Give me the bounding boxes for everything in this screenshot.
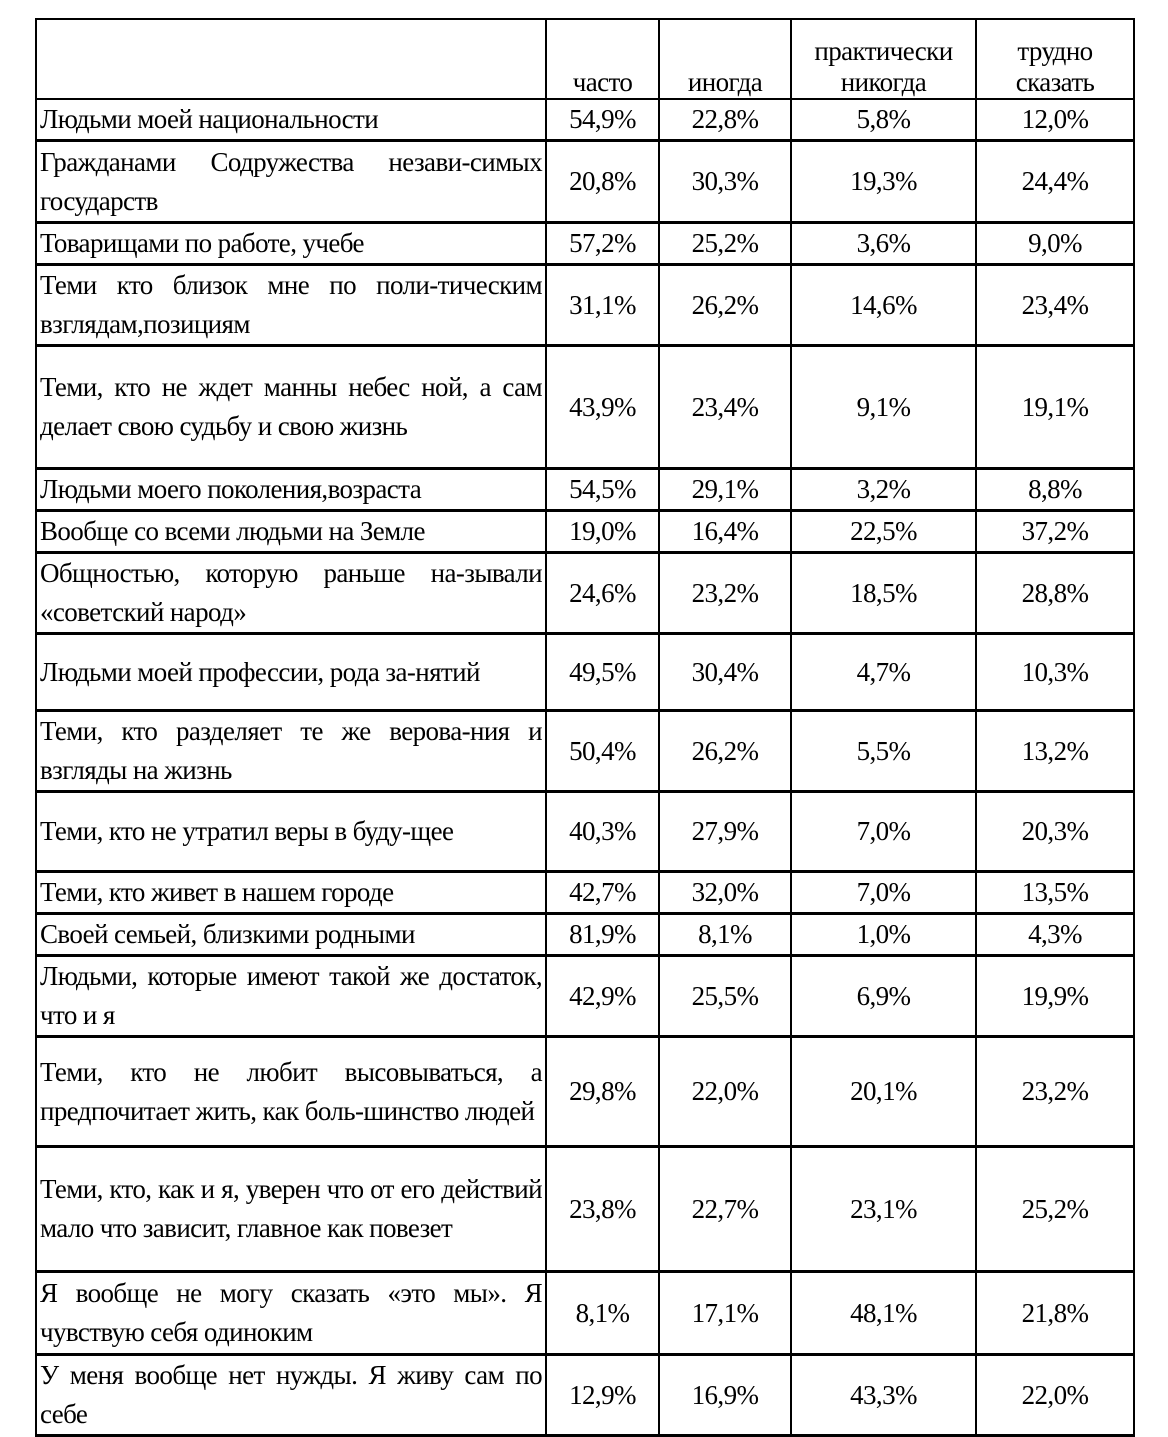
value-cell: 24,6% bbox=[546, 553, 659, 634]
table-row bbox=[36, 99, 1134, 141]
row-label: Теми, кто, как и я, уверен что от его действий мало что зависит, главное как повезет bbox=[36, 1147, 546, 1272]
value-cell: 9,0% bbox=[976, 223, 1134, 265]
table-row bbox=[36, 792, 1134, 872]
table-row bbox=[36, 1147, 1134, 1272]
value-cell: 19,3% bbox=[791, 141, 976, 223]
value-cell: 57,2% bbox=[546, 223, 659, 265]
header-often: часто bbox=[546, 19, 659, 99]
row-label: Теми, кто разделяет те же верова-ния и взгляды на жизнь bbox=[36, 711, 546, 792]
row-label: Людьми моей профессии, рода за-нятий bbox=[36, 634, 546, 711]
table-row bbox=[36, 265, 1134, 346]
row-label: Товарищами по работе, учебе bbox=[36, 223, 546, 265]
value-cell: 54,5% bbox=[546, 469, 659, 511]
value-cell: 22,0% bbox=[659, 1037, 791, 1147]
value-cell: 29,1% bbox=[659, 469, 791, 511]
row-label: Теми, кто не утратил веры в буду-щее bbox=[36, 792, 546, 872]
value-cell: 42,9% bbox=[546, 956, 659, 1037]
header-sometimes: иногда bbox=[659, 19, 791, 99]
value-cell: 8,8% bbox=[976, 469, 1134, 511]
row-label: Теми, кто не ждет манны небес ной, а сам делает свою судьбу и свою жизнь bbox=[36, 346, 546, 469]
value-cell: 19,9% bbox=[976, 956, 1134, 1037]
value-cell: 31,1% bbox=[546, 265, 659, 346]
value-cell: 21,8% bbox=[976, 1272, 1134, 1355]
value-cell: 6,9% bbox=[791, 956, 976, 1037]
value-cell: 5,5% bbox=[791, 711, 976, 792]
value-cell: 22,7% bbox=[659, 1147, 791, 1272]
value-cell: 16,9% bbox=[659, 1355, 791, 1436]
row-label: У меня вообще нет нужды. Я живу сам по себе bbox=[36, 1355, 546, 1436]
table-row bbox=[36, 1355, 1134, 1436]
table-row bbox=[36, 223, 1134, 265]
header-line: сказать bbox=[1015, 67, 1095, 97]
value-cell: 30,3% bbox=[659, 141, 791, 223]
value-cell: 27,9% bbox=[659, 792, 791, 872]
value-cell: 12,9% bbox=[546, 1355, 659, 1436]
value-cell: 8,1% bbox=[546, 1272, 659, 1355]
value-cell: 25,2% bbox=[976, 1147, 1134, 1272]
value-cell: 8,1% bbox=[659, 914, 791, 956]
table-row bbox=[36, 346, 1134, 469]
value-cell: 37,2% bbox=[976, 511, 1134, 553]
value-cell: 49,5% bbox=[546, 634, 659, 711]
value-cell: 22,5% bbox=[791, 511, 976, 553]
value-cell: 25,5% bbox=[659, 956, 791, 1037]
value-cell: 23,2% bbox=[976, 1037, 1134, 1147]
value-cell: 25,2% bbox=[659, 223, 791, 265]
row-label: Людьми, которые имеют такой же достаток, что и я bbox=[36, 956, 546, 1037]
row-label: Гражданами Содружества незави-симых государств bbox=[36, 141, 546, 223]
table-row bbox=[36, 956, 1134, 1037]
value-cell: 23,2% bbox=[659, 553, 791, 634]
value-cell: 28,8% bbox=[976, 553, 1134, 634]
value-cell: 19,1% bbox=[976, 346, 1134, 469]
row-label: Я вообще не могу сказать «это мы». Я чувствую себя одиноким bbox=[36, 1272, 546, 1355]
table-row bbox=[36, 553, 1134, 634]
value-cell: 3,2% bbox=[791, 469, 976, 511]
value-cell: 22,8% bbox=[659, 99, 791, 141]
table-row bbox=[36, 634, 1134, 711]
value-cell: 23,4% bbox=[976, 265, 1134, 346]
value-cell: 40,3% bbox=[546, 792, 659, 872]
row-label: Теми, кто живет в нашем городе bbox=[36, 872, 546, 914]
value-cell: 81,9% bbox=[546, 914, 659, 956]
value-cell: 4,3% bbox=[976, 914, 1134, 956]
value-cell: 10,3% bbox=[976, 634, 1134, 711]
value-cell: 13,5% bbox=[976, 872, 1134, 914]
value-cell: 13,2% bbox=[976, 711, 1134, 792]
value-cell: 26,2% bbox=[659, 711, 791, 792]
header-line: практически bbox=[814, 36, 953, 66]
value-cell: 14,6% bbox=[791, 265, 976, 346]
value-cell: 54,9% bbox=[546, 99, 659, 141]
value-cell: 20,3% bbox=[976, 792, 1134, 872]
value-cell: 7,0% bbox=[791, 872, 976, 914]
header-line: никогда bbox=[840, 67, 927, 97]
header-hard-to-say bbox=[976, 19, 1134, 99]
table-row bbox=[36, 141, 1134, 223]
header-row bbox=[36, 19, 1134, 99]
value-cell: 9,1% bbox=[791, 346, 976, 469]
value-cell: 43,9% bbox=[546, 346, 659, 469]
table-row bbox=[36, 872, 1134, 914]
value-cell: 20,1% bbox=[791, 1037, 976, 1147]
value-cell: 18,5% bbox=[791, 553, 976, 634]
value-cell: 19,0% bbox=[546, 511, 659, 553]
row-label: Своей семьей, близкими родными bbox=[36, 914, 546, 956]
table-row bbox=[36, 469, 1134, 511]
row-label: Вообще со всеми людьми на Земле bbox=[36, 511, 546, 553]
row-label: Общностью, которую раньше на-зывали «советский народ» bbox=[36, 553, 546, 634]
table-row bbox=[36, 1272, 1134, 1355]
value-cell: 1,0% bbox=[791, 914, 976, 956]
value-cell: 12,0% bbox=[976, 99, 1134, 141]
value-cell: 23,1% bbox=[791, 1147, 976, 1272]
survey-table bbox=[35, 18, 1135, 1437]
value-cell: 7,0% bbox=[791, 792, 976, 872]
header-line: трудно bbox=[1017, 36, 1093, 66]
value-cell: 17,1% bbox=[659, 1272, 791, 1355]
value-cell: 23,4% bbox=[659, 346, 791, 469]
value-cell: 26,2% bbox=[659, 265, 791, 346]
row-label: Людьми моего поколения,возраста bbox=[36, 469, 546, 511]
value-cell: 48,1% bbox=[791, 1272, 976, 1355]
row-label: Теми, кто не любит высовываться, а предпочитает жить, как боль-шинство людей bbox=[36, 1037, 546, 1147]
value-cell: 32,0% bbox=[659, 872, 791, 914]
value-cell: 23,8% bbox=[546, 1147, 659, 1272]
value-cell: 43,3% bbox=[791, 1355, 976, 1436]
table-row bbox=[36, 914, 1134, 956]
value-cell: 42,7% bbox=[546, 872, 659, 914]
value-cell: 29,8% bbox=[546, 1037, 659, 1147]
value-cell: 5,8% bbox=[791, 99, 976, 141]
value-cell: 50,4% bbox=[546, 711, 659, 792]
value-cell: 16,4% bbox=[659, 511, 791, 553]
value-cell: 20,8% bbox=[546, 141, 659, 223]
row-label: Теми кто близок мне по поли-тическим взглядам,позициям bbox=[36, 265, 546, 346]
value-cell: 3,6% bbox=[791, 223, 976, 265]
header-blank bbox=[36, 19, 546, 99]
row-label: Людьми моей национальности bbox=[36, 99, 546, 141]
value-cell: 22,0% bbox=[976, 1355, 1134, 1436]
header-practically-never bbox=[791, 19, 976, 99]
table-row bbox=[36, 711, 1134, 792]
table-body bbox=[36, 99, 1134, 1436]
table-row bbox=[36, 1037, 1134, 1147]
value-cell: 24,4% bbox=[976, 141, 1134, 223]
value-cell: 30,4% bbox=[659, 634, 791, 711]
value-cell: 4,7% bbox=[791, 634, 976, 711]
table-row bbox=[36, 511, 1134, 553]
